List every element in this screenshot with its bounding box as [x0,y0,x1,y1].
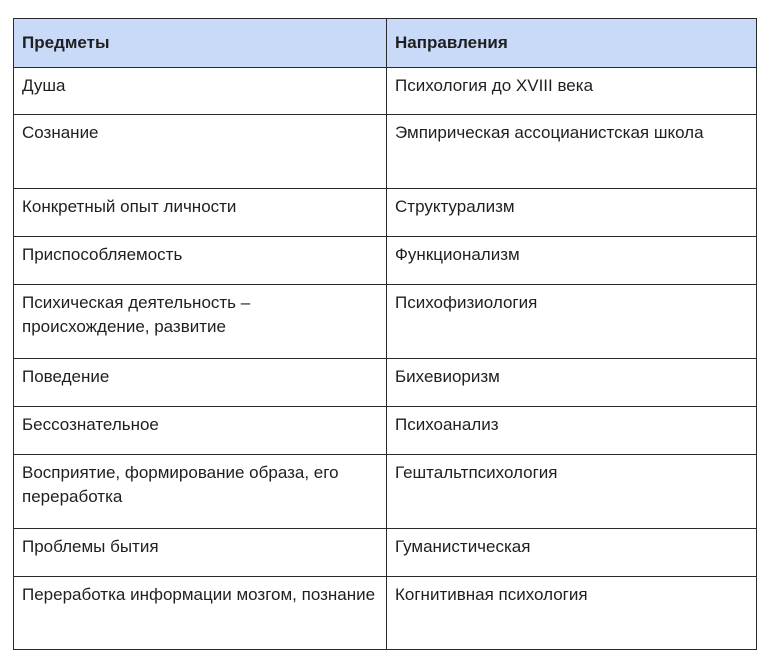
header-subjects: Предметы [14,19,387,68]
subject-cell: Душа [14,68,387,115]
subject-cell: Психическая деятельность – происхождение, развитие [14,285,387,359]
direction-cell: Структурализм [387,189,757,237]
subject-cell: Переработка информации мозгом, познание [14,577,387,650]
subject-cell: Приспособляемость [14,237,387,285]
direction-cell: Когнитивная психология [387,577,757,650]
table-header-row [14,19,757,68]
table-row [14,285,757,359]
subject-cell: Бессознательное [14,407,387,455]
table-row [14,577,757,650]
direction-cell: Психоанализ [387,407,757,455]
psychology-table [13,18,757,650]
subject-cell: Поведение [14,359,387,407]
table-row [14,189,757,237]
table-row [14,68,757,115]
subject-cell: Проблемы бытия [14,529,387,577]
table-row [14,115,757,189]
direction-cell: Психофизиология [387,285,757,359]
table-row [14,455,757,529]
direction-cell: Функционализм [387,237,757,285]
subject-cell: Восприятие, формирование образа, его переработка [14,455,387,529]
subject-cell: Конкретный опыт личности [14,189,387,237]
table-row [14,529,757,577]
direction-cell: Психология до XVIII века [387,68,757,115]
direction-cell: Гуманистическая [387,529,757,577]
table-row [14,407,757,455]
table-row [14,359,757,407]
direction-cell: Гештальтпсихология [387,455,757,529]
table-row [14,237,757,285]
direction-cell: Бихевиоризм [387,359,757,407]
subject-cell: Сознание [14,115,387,189]
header-directions: Направления [387,19,757,68]
direction-cell: Эмпирическая ассоцианистская школа [387,115,757,189]
